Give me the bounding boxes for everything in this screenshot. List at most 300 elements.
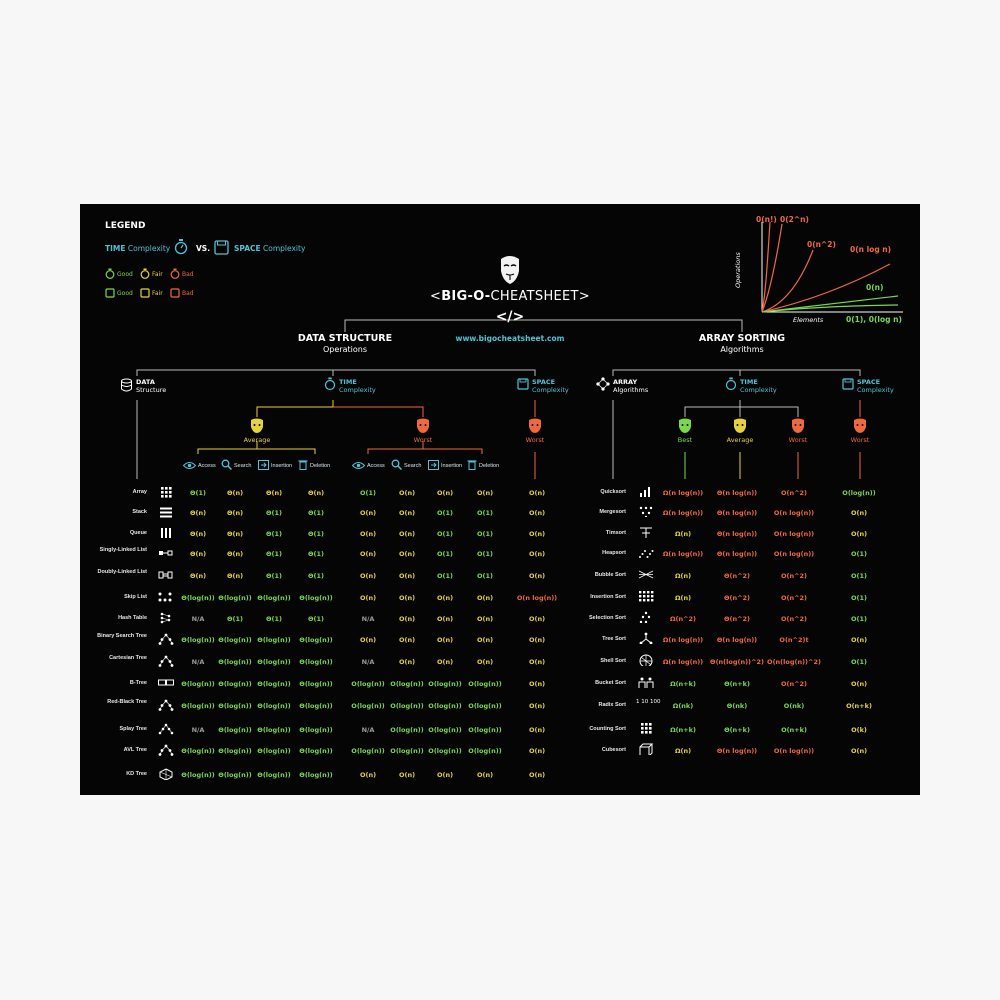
ds-worst-label: Worst xyxy=(413,436,433,444)
sort-best-label: Best xyxy=(677,436,693,444)
sort-cell: O(n) xyxy=(850,636,868,644)
ds-cell: O(n) xyxy=(528,680,546,688)
ds-cell: O(n) xyxy=(398,550,416,558)
sort-cell: O(k) xyxy=(851,726,867,734)
ds-cell: Θ(log(n)) xyxy=(218,680,252,688)
ds-cell: Θ(log(n)) xyxy=(299,771,333,779)
ds-icon-kd-icon xyxy=(158,768,174,780)
ds-cell: Θ(1) xyxy=(266,530,282,538)
ds-row-name: Skip List xyxy=(124,594,147,600)
sort-cell: Θ(n+k) xyxy=(724,680,750,688)
ds-cell: O(n) xyxy=(476,636,494,644)
ds-cell: O(n) xyxy=(398,771,416,779)
sort-cell: O(n^2) xyxy=(780,615,808,623)
sort-row-name: Bubble Sort xyxy=(594,572,626,578)
ds-cell: O(n log(n)) xyxy=(516,594,558,602)
graph-curve-label-factorial: 0(n!) xyxy=(756,215,777,224)
trash-icon-worst xyxy=(467,459,477,470)
sort-row-name: Tree Sort xyxy=(602,636,626,642)
sort-cell: Ω(nk) xyxy=(672,702,694,710)
ds-cell: O(log(n)) xyxy=(428,680,462,688)
ds-cell: N/A xyxy=(191,658,205,666)
sort-cell: Ω(n) xyxy=(674,747,692,755)
ds-cell: Θ(log(n)) xyxy=(299,594,333,602)
sort-cell: O(1) xyxy=(851,572,867,580)
op-access-worst: Access xyxy=(367,463,385,469)
sort-cell: Θ(n log(n)) xyxy=(716,530,758,538)
sort-cell: O(n) xyxy=(850,509,868,517)
ds-cell: O(log(n)) xyxy=(468,747,502,755)
mask-logo-icon xyxy=(498,253,522,285)
ds-cell: O(log(n)) xyxy=(468,726,502,734)
ds-cell: O(n) xyxy=(398,658,416,666)
ds-row-name: Red-Black Tree xyxy=(107,699,147,705)
legend-bad-space: Bad xyxy=(182,290,194,297)
sort-cell: Ω(n) xyxy=(674,594,692,602)
ds-cell: Θ(n) xyxy=(226,489,244,497)
op-search-avg: Search xyxy=(234,463,252,469)
ds-cell: O(n) xyxy=(436,615,454,623)
ds-cell: O(n) xyxy=(476,489,494,497)
ds-title: DATA STRUCTURE xyxy=(297,333,393,344)
sort-row-name: Bucket Sort xyxy=(595,680,626,686)
sort-cell: Ω(n) xyxy=(674,530,692,538)
ds-cell: O(log(n)) xyxy=(390,680,424,688)
ds-cell: Θ(n) xyxy=(226,572,244,580)
ds-cell: O(n) xyxy=(528,771,546,779)
ds-cell: O(n) xyxy=(398,572,416,580)
sorting-alg-rest: Algorithms xyxy=(613,386,649,394)
ds-cell: O(n) xyxy=(436,658,454,666)
ds-space-worst-label: Worst xyxy=(525,436,545,444)
ds-cell: O(n) xyxy=(528,550,546,558)
ds-cell: Θ(n) xyxy=(265,489,283,497)
ds-icon-hash-icon xyxy=(158,612,174,624)
sort-icon-bars-icon xyxy=(638,485,654,497)
sort-cell: O(n^2)t xyxy=(779,636,809,644)
ds-cell: Θ(log(n)) xyxy=(181,771,215,779)
ds-cell: O(n) xyxy=(398,615,416,623)
ds-cell: O(log(n)) xyxy=(428,702,462,710)
sort-row-name: Selection Sort xyxy=(589,615,626,621)
floppy-disk-icon-sort-space xyxy=(842,378,854,390)
ds-cell: Θ(1) xyxy=(266,572,282,580)
ds-cell: O(1) xyxy=(477,509,493,517)
legend-vs: VS. xyxy=(196,244,211,253)
sort-row-name: Shell Sort xyxy=(600,658,626,664)
ds-cell: Θ(n) xyxy=(189,509,207,517)
ds-cell: O(n) xyxy=(359,771,377,779)
ds-cell: O(n) xyxy=(436,489,454,497)
ds-cell: O(n) xyxy=(398,509,416,517)
sort-cell: Ω(n+k) xyxy=(670,680,696,688)
sort-cell: O(n log(n)) xyxy=(773,530,815,538)
sort-icon-tim-icon xyxy=(638,526,654,538)
insert-icon-worst xyxy=(428,460,439,470)
sort-cell: Θ(n log(n)) xyxy=(716,636,758,644)
ds-cell: O(1) xyxy=(437,572,453,580)
ds-cell: O(n) xyxy=(528,530,546,538)
sort-cell: Θ(n+k) xyxy=(724,726,750,734)
ds-cell: O(n) xyxy=(398,489,416,497)
ds-cell: Θ(log(n)) xyxy=(257,771,291,779)
sort-icon-insertion-icon xyxy=(638,590,654,602)
ds-icon-dll-icon xyxy=(158,569,174,581)
ds-cell: Θ(1) xyxy=(308,530,324,538)
disk-bad-icon xyxy=(170,288,180,298)
sort-cell: Ω(n^2) xyxy=(669,615,697,623)
sort-cell: O(n log(n)) xyxy=(773,550,815,558)
ds-cell: O(n) xyxy=(476,658,494,666)
ds-cell: Θ(1) xyxy=(308,550,324,558)
face-sort-average-icon xyxy=(733,418,747,434)
sort-icon-bucket-icon xyxy=(638,676,654,688)
ds-cell: O(n) xyxy=(436,594,454,602)
ds-cell: O(n) xyxy=(359,572,377,580)
sort-icon-counting-icon xyxy=(638,722,654,734)
ds-row-name: Doubly-Linked List xyxy=(97,569,147,575)
ds-cell: Θ(log(n)) xyxy=(181,594,215,602)
ds-time-bold: TIME xyxy=(339,378,357,386)
sorting-space-rest: Complexity xyxy=(857,386,894,394)
ds-cell: O(log(n)) xyxy=(351,747,385,755)
stopwatch-good-icon xyxy=(105,268,115,279)
sort-cell: O(n^2) xyxy=(780,489,808,497)
ds-cell: Θ(log(n)) xyxy=(257,726,291,734)
ds-cell: O(log(n)) xyxy=(428,747,462,755)
ds-cell: O(n) xyxy=(528,726,546,734)
ds-cell: O(n) xyxy=(436,636,454,644)
ds-cell: Θ(log(n)) xyxy=(218,726,252,734)
sort-average-label: Average xyxy=(726,436,754,444)
sort-cell: O(1) xyxy=(851,550,867,558)
ds-cell: O(log(n)) xyxy=(390,747,424,755)
ds-cell: O(n) xyxy=(528,702,546,710)
ds-cell: O(1) xyxy=(360,489,376,497)
ds-cell: O(n) xyxy=(359,509,377,517)
op-deletion-worst: Deletion xyxy=(479,463,500,469)
ds-cell: Θ(1) xyxy=(190,489,206,497)
op-deletion-avg: Deletion xyxy=(310,463,331,469)
face-average-icon xyxy=(250,418,264,434)
sort-icon-bubble-icon xyxy=(638,568,654,580)
ds-cell: O(log(n)) xyxy=(468,680,502,688)
ds-cell: N/A xyxy=(191,615,205,623)
ds-row-name: Cartesian Tree xyxy=(109,655,147,661)
ds-cell: Θ(1) xyxy=(308,509,324,517)
sort-cell: Ω(n+k) xyxy=(670,726,696,734)
ds-icon-bst-icon xyxy=(158,633,174,645)
legend-time-label xyxy=(105,244,170,253)
face-worst-icon xyxy=(416,418,430,434)
sort-icon-cube-icon xyxy=(638,743,654,755)
ds-cell: Θ(1) xyxy=(266,509,282,517)
ds-cell: O(n) xyxy=(476,615,494,623)
sort-row-name: Heapsort xyxy=(602,550,626,556)
sort-row-name: Cubesort xyxy=(601,747,626,753)
disk-good-icon xyxy=(105,288,115,298)
sort-cell: Θ(n log(n)) xyxy=(716,550,758,558)
ds-cell: Θ(n) xyxy=(226,550,244,558)
ds-subtitle: Operations xyxy=(323,345,367,354)
legend-good-space: Good xyxy=(117,290,133,297)
search-icon xyxy=(221,459,232,470)
ds-row-name: Hash Table xyxy=(118,615,147,621)
page-title xyxy=(424,289,596,304)
sort-cell: Θ(n^2) xyxy=(723,615,751,623)
legend-space-rest: Complexity xyxy=(260,244,306,253)
ds-cell: Θ(1) xyxy=(308,572,324,580)
ds-row-name: B-Tree xyxy=(129,680,147,686)
ds-cell: Θ(1) xyxy=(227,615,243,623)
title-light: CHEATSHEET xyxy=(490,289,579,304)
face-sort-space-worst-icon xyxy=(853,418,867,434)
ds-row-name: Array xyxy=(132,489,147,495)
ds-cell: O(log(n)) xyxy=(428,726,462,734)
website-url[interactable]: www.bigocheatsheet.com xyxy=(455,334,565,343)
sort-icon-heap-icon xyxy=(638,546,654,558)
title-bold: BIG-O- xyxy=(441,289,491,304)
legend-space-label xyxy=(234,244,305,253)
sort-cell: O(n+k) xyxy=(846,702,872,710)
ds-row-name: Binary Search Tree xyxy=(97,633,147,639)
sort-icon-merge-icon xyxy=(638,505,654,517)
sort-cell: Ω(n log(n)) xyxy=(662,509,704,517)
legend-fair-space: Fair xyxy=(152,290,163,297)
sort-cell: Θ(n^2) xyxy=(723,572,751,580)
ds-cell: O(n) xyxy=(476,594,494,602)
graph-curve-label-quadratic: 0(n^2) xyxy=(807,240,836,249)
ds-cell: N/A xyxy=(361,615,375,623)
ds-cell: O(n) xyxy=(359,636,377,644)
ds-cell: O(1) xyxy=(437,530,453,538)
stopwatch-icon-sort-time xyxy=(725,377,737,391)
ds-row-name: Singly-Linked List xyxy=(99,547,147,553)
sort-cell: O(n) xyxy=(850,530,868,538)
ds-space-rest: Complexity xyxy=(532,386,569,394)
ds-cell: Θ(1) xyxy=(308,615,324,623)
ds-cell: O(n) xyxy=(398,594,416,602)
legend-bad-time: Bad xyxy=(182,271,194,278)
ds-cell: Θ(n) xyxy=(307,489,325,497)
sorting-title: ARRAY SORTING xyxy=(698,333,786,344)
ds-cell: O(n) xyxy=(398,530,416,538)
sort-icon-tree-icon xyxy=(638,632,654,644)
ds-cell: O(n) xyxy=(528,509,546,517)
eye-icon xyxy=(183,461,196,470)
op-insertion-avg: Insertion xyxy=(271,463,293,469)
sort-cell: Θ(n log(n)) xyxy=(716,747,758,755)
sort-space-worst-label: Worst xyxy=(850,436,870,444)
sort-cell: O(log(n)) xyxy=(842,489,876,497)
search-icon-worst xyxy=(391,459,402,470)
ds-icon-btree-icon xyxy=(158,677,174,689)
ds-icon-rbt-icon xyxy=(158,699,174,711)
ds-cell: Θ(1) xyxy=(266,615,282,623)
ds-cell: Θ(log(n)) xyxy=(181,747,215,755)
ds-cell: Θ(log(n)) xyxy=(257,658,291,666)
database-icon xyxy=(120,378,133,392)
bigo-poster xyxy=(80,204,920,795)
insert-icon xyxy=(258,460,269,470)
sort-cell: O(1) xyxy=(851,658,867,666)
ds-cell: Θ(log(n)) xyxy=(218,636,252,644)
sort-row-name: Quicksort xyxy=(600,489,626,495)
ds-cell: Θ(log(n)) xyxy=(257,636,291,644)
ds-cell: Θ(log(n)) xyxy=(218,747,252,755)
op-insertion-worst: Insertion xyxy=(441,463,463,469)
graph-curve-label-nlogn: 0(n log n) xyxy=(850,245,892,254)
ds-cell: Θ(n) xyxy=(226,509,244,517)
ds-cell: N/A xyxy=(191,726,205,734)
ds-cell: Θ(n) xyxy=(189,550,207,558)
sort-cell: Ω(n log(n)) xyxy=(662,636,704,644)
ds-cell: N/A xyxy=(361,726,375,734)
legend-title: LEGEND xyxy=(105,221,146,231)
sort-row-name: Radix Sort xyxy=(598,702,626,708)
ds-cell: Θ(log(n)) xyxy=(218,594,252,602)
ds-cell: O(1) xyxy=(477,530,493,538)
ds-icon-avl-icon xyxy=(158,744,174,756)
sort-cell: O(n log(n)) xyxy=(773,509,815,517)
ds-cell: N/A xyxy=(361,658,375,666)
ds-cell: O(n) xyxy=(528,636,546,644)
sort-icon-selection-icon xyxy=(638,611,654,623)
graph-curve-label-linear: 0(n) xyxy=(866,283,884,292)
sort-cell: O(n+k) xyxy=(781,726,807,734)
legend-time-rest: Complexity xyxy=(125,244,171,253)
ds-cell: Θ(log(n)) xyxy=(299,636,333,644)
ds-structure-rest: Structure xyxy=(136,386,167,394)
sort-cell: O(n) xyxy=(850,747,868,755)
legend-good-time: Good xyxy=(117,271,133,278)
ds-cell: O(n) xyxy=(359,530,377,538)
eye-icon-worst xyxy=(352,461,365,470)
sort-cell: Ω(n log(n)) xyxy=(662,550,704,558)
ds-cell: O(n) xyxy=(436,771,454,779)
sort-cell: Θ(n(log(n))^2) xyxy=(710,658,764,666)
sort-worst-label: Worst xyxy=(788,436,808,444)
ds-cell: O(n) xyxy=(528,489,546,497)
ds-icon-bars-icon xyxy=(158,527,174,539)
sort-cell: O(1) xyxy=(851,615,867,623)
trash-icon xyxy=(298,459,308,470)
ds-cell: Θ(log(n)) xyxy=(218,702,252,710)
ds-cell: O(1) xyxy=(437,550,453,558)
ds-row-name: KD Tree xyxy=(126,771,147,777)
sort-cell: Ω(n log(n)) xyxy=(662,658,704,666)
sort-cell: O(nk) xyxy=(783,702,805,710)
ds-space-bold: SPACE xyxy=(532,378,556,386)
ds-cell: Θ(log(n)) xyxy=(181,702,215,710)
graph-x-label: Elements xyxy=(793,316,824,324)
ds-cell: Θ(log(n)) xyxy=(218,658,252,666)
face-best-icon xyxy=(678,418,692,434)
sorting-alg-bold: ARRAY xyxy=(613,378,638,386)
stopwatch-bad-icon xyxy=(170,268,180,279)
sorting-time-bold: TIME xyxy=(740,378,758,386)
sort-row-name: Counting Sort xyxy=(589,726,626,732)
ds-cell: Θ(n) xyxy=(189,530,207,538)
sort-cell: O(n^2) xyxy=(780,594,808,602)
ds-average-label: Average xyxy=(243,436,271,444)
ds-cell: Θ(log(n)) xyxy=(181,680,215,688)
sort-cell: Θ(n^2) xyxy=(723,594,751,602)
ds-cell: Θ(log(n)) xyxy=(299,726,333,734)
sort-cell: Ω(n log(n)) xyxy=(662,489,704,497)
ds-cell: Θ(n) xyxy=(189,572,207,580)
graph-y-label: Operations xyxy=(734,252,742,288)
sort-icon-shell-icon xyxy=(638,654,654,666)
face-space-worst-icon xyxy=(528,418,542,434)
ds-cell: Θ(log(n)) xyxy=(257,702,291,710)
code-tag: </> xyxy=(495,309,525,325)
sort-row-name: Insertion Sort xyxy=(590,594,626,600)
sort-cell: O(n^2) xyxy=(780,572,808,580)
ds-cell: O(n) xyxy=(528,658,546,666)
sort-cell: O(n) xyxy=(850,680,868,688)
sort-cell: Θ(n log(n)) xyxy=(716,509,758,517)
stopwatch-icon xyxy=(174,238,188,255)
ds-cell: O(n) xyxy=(476,771,494,779)
face-sort-worst-icon xyxy=(791,418,805,434)
op-access-avg: Access xyxy=(198,463,216,469)
ds-cell: Θ(log(n)) xyxy=(257,680,291,688)
ds-row-name: Splay Tree xyxy=(119,726,147,732)
ds-cell: Θ(log(n)) xyxy=(299,680,333,688)
ds-cell: Θ(log(n)) xyxy=(299,702,333,710)
ds-cell: Θ(n) xyxy=(226,530,244,538)
ds-cell: Θ(log(n)) xyxy=(257,747,291,755)
radix-icon-text: 1 10 100 xyxy=(636,699,661,705)
ds-cell: O(n) xyxy=(528,572,546,580)
ds-icon-cart-icon xyxy=(158,655,174,667)
ds-cell: O(log(n)) xyxy=(351,680,385,688)
graph-curve-label-constant: 0(1), 0(log n) xyxy=(846,315,902,324)
sort-cell: Ω(n) xyxy=(674,572,692,580)
ds-row-name: Stack xyxy=(132,509,147,515)
ds-cell: O(n) xyxy=(398,636,416,644)
ds-cell: O(log(n)) xyxy=(468,702,502,710)
legend-space-bold: SPACE xyxy=(234,244,261,253)
sorting-time-rest: Complexity xyxy=(740,386,777,394)
ds-icon-lines-icon xyxy=(158,506,174,518)
sort-cell: O(n log(n)) xyxy=(773,747,815,755)
sort-cell: O(n(log(n))^2) xyxy=(767,658,821,666)
legend-time-bold: TIME xyxy=(105,244,126,253)
sort-cell: O(n^2) xyxy=(780,680,808,688)
ds-icon-splay-icon xyxy=(158,723,174,735)
ds-cell: O(log(n)) xyxy=(390,726,424,734)
sorting-subtitle: Algorithms xyxy=(720,345,764,354)
sort-cell: O(1) xyxy=(851,594,867,602)
ds-cell: Θ(log(n)) xyxy=(299,747,333,755)
complexity-graph xyxy=(738,212,908,332)
legend-fair-time: Fair xyxy=(152,271,163,278)
sort-cell: Θ(n log(n)) xyxy=(716,489,758,497)
ds-icon-skip-icon xyxy=(158,591,174,603)
ds-cell: O(n) xyxy=(359,594,377,602)
floppy-disk-icon-ds-space xyxy=(517,378,529,390)
sorting-space-bold: SPACE xyxy=(857,378,881,386)
disk-fair-icon xyxy=(140,288,150,298)
ds-cell: Θ(log(n)) xyxy=(181,636,215,644)
ds-cell: O(log(n)) xyxy=(390,702,424,710)
ds-cell: O(log(n)) xyxy=(351,702,385,710)
ds-cell: O(1) xyxy=(477,550,493,558)
ds-cell: Θ(log(n)) xyxy=(299,658,333,666)
sort-cell: Θ(nk) xyxy=(726,702,748,710)
